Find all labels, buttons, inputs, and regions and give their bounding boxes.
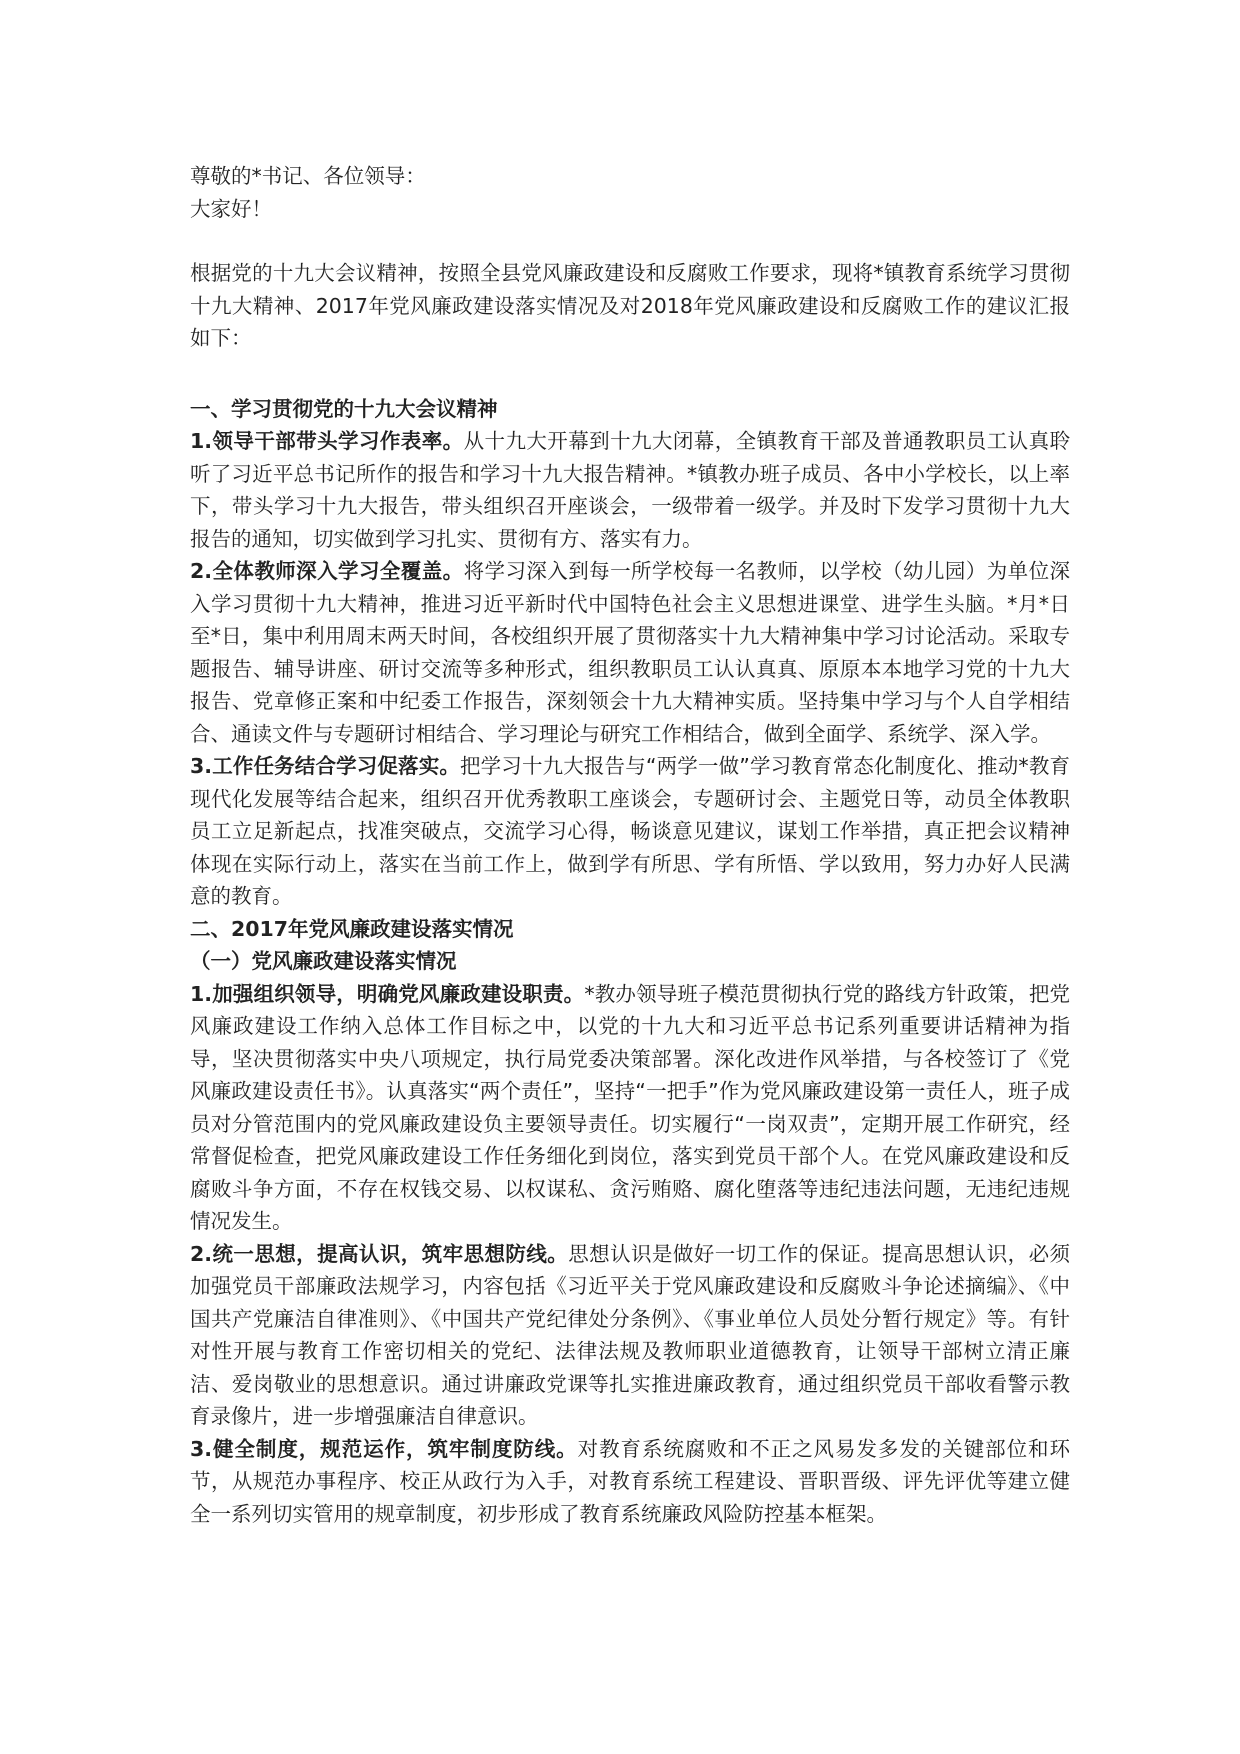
- item-body: 思想认识是做好一切工作的保证。提高思想认识，必须加强党员干部廉政法规学习，内容包括《习近平关于党风廉政建设和反腐败斗争论述摘编》、《中国共产党廉洁自律准则》、《中国共产党纪律处分条例》、《事业单位人员处分暂行规定》等。有针对性开展与教育工作密切相关的党纪、法律法规及教师职业道德教育，让领导干部树立清正廉洁、爱岗敬业的思想意识。通过讲廉政党课等扎实推进廉政教育，通过组织党员干部收看警示教育录像片，进一步增强廉洁自律意识。: [190, 1241, 1070, 1428]
- intro-paragraph: 根据党的十九大会议精神，按照全县党风廉政建设和反腐败工作要求，现将*镇教育系统学习贯彻十九大精神、2017年党风廉政建设落实情况及对2018年党风廉政建设和反腐败工作的建议汇报如下：: [190, 261, 1070, 350]
- item-lead: 2.统一思想，提高认识，筑牢思想防线。: [190, 1241, 569, 1266]
- item-body: 从十九大开幕到十九大闭幕，全镇教育干部及普通教职员工认真聆听了习近平总书记所作的报告和学习十九大报告精神。*镇教办班子成员、各中小学校长，以上率下，带头学习十九大报告，带头组织召开座谈会，一级带着一级学。并及时下发学习贯彻十九大报告的通知，切实做到学习扎实、贯彻有方、落实有力。: [190, 429, 1071, 551]
- item-lead: 3.健全制度，规范运作，筑牢制度防线。: [190, 1436, 578, 1461]
- section-1-item-2: [190, 555, 1070, 750]
- section-2-subheading: （一）党风廉政建设落实情况: [190, 949, 457, 973]
- item-lead: 3.工作任务结合学习促落实。: [190, 754, 460, 778]
- item-lead: 2.全体教师深入学习全覆盖。: [190, 559, 464, 583]
- spacer: [190, 355, 1070, 393]
- greeting-hello: 大家好！: [190, 196, 272, 221]
- document-body: [190, 160, 1070, 1530]
- section-2-heading: 二、2017年党风廉政建设落实情况: [190, 916, 514, 941]
- spacer: [190, 225, 1070, 257]
- section-1-item-3: [190, 750, 1070, 913]
- item-lead: 1.加强组织领导，明确党风廉政建设职责。: [190, 981, 585, 1006]
- section-1-heading: 一、学习贯彻党的十九大会议精神: [190, 396, 498, 421]
- salutation: 尊敬的*书记、各位领导：: [190, 164, 426, 188]
- section-2-item-2: [190, 1238, 1070, 1433]
- item-body: 对教育系统腐败和不正之风易发多发的关键部位和环节，从规范办事程序、校正从政行为入手，对教育系统工程建设、晋职晋级、评先评优等建立健全一系列切实管用的规章制度，初步形成了教育系统廉政风险防控基本框架。: [190, 1436, 1070, 1526]
- section-1-item-1: [190, 425, 1070, 555]
- section-2-item-1: [190, 978, 1070, 1238]
- item-body: 将学习深入到每一所学校每一名教师，以学校（幼儿园）为单位深入学习贯彻十九大精神，推进习近平新时代中国特色社会主义思想进课堂、进学生头脑。*月*日至*日，集中利用周末两天时间，各校组织开展了贯彻落实十九大精神集中学习讨论活动。采取专题报告、辅导讲座、研讨交流等多种形式，组织教职员工认认真真、原原本本地学习党的十九大报告、党章修正案和中纪委工作报告，深刻领会十九大精神实质。坚持集中学习与个人自学相结合、通读文件与专题研讨相结合、学习理论与研究工作相结合，做到全面学、系统学、深入学。: [190, 559, 1071, 746]
- item-body: 把学习十九大报告与“两学一做”学习教育常态化制度化、推动*教育现代化发展等结合起来，组织召开优秀教职工座谈会，专题研讨会、主题党日等，动员全体教职员工立足新起点，找准突破点，交流学习心得，畅谈意见建议，谋划工作举措，真正把会议精神体现在实际行动上，落实在当前工作上，做到学有所思、学有所悟、学以致用，努力办好人民满意的教育。: [190, 754, 1070, 908]
- item-lead: 1.领导干部带头学习作表率。: [190, 429, 464, 453]
- section-2-item-3: [190, 1433, 1070, 1531]
- item-body: *教办领导班子模范贯彻执行党的路线方针政策，把党风廉政建设工作纳入总体工作目标之中，以党的十九大和习近平总书记系列重要讲话精神为指导，坚决贯彻落实中央八项规定，执行局党委决策部署。深化改进作风举措，与各校签订了《党风廉政建设责任书》。认真落实“两个责任”，坚持“一把手”作为党风廉政建设第一责任人，班子成员对分管范围内的党风廉政建设负主要领导责任。切实履行“一岗双责”，定期开展工作研究，经常督促检查，把党风廉政建设工作任务细化到岗位，落实到党员干部个人。在党风廉政建设和反腐败斗争方面，不存在权钱交易、以权谋私、贪污贿赂、腐化堕落等违纪违法问题，无违纪违规情况发生。: [190, 981, 1070, 1233]
